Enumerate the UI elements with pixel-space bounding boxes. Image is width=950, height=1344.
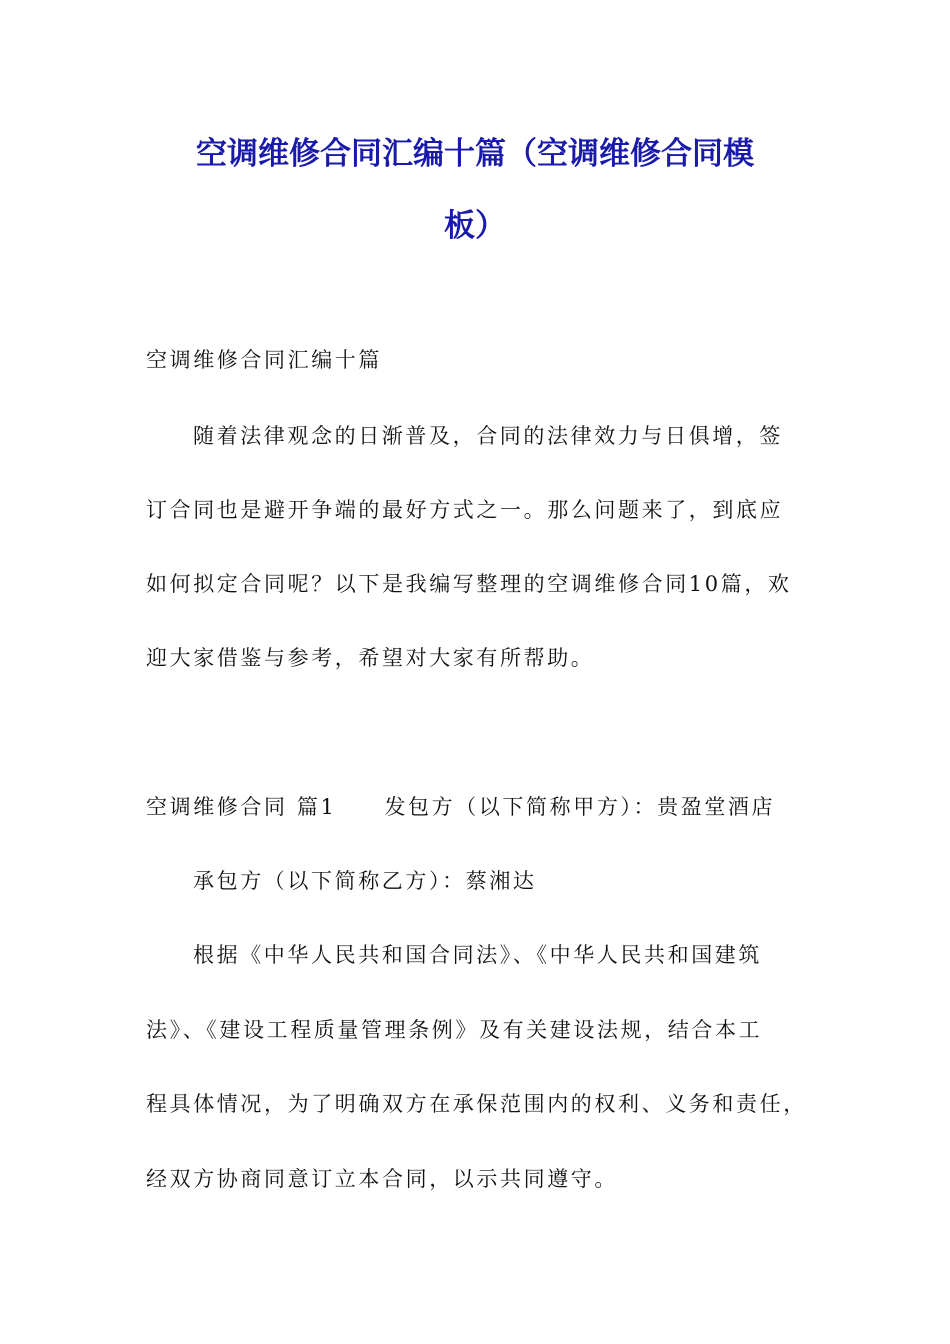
basis-line-2: 法》、《建设工程质量管理条例》及有关建设法规，结合本工 xyxy=(146,1018,763,1042)
document-title-line-1: 空调维修合同汇编十篇（空调维修合同模 xyxy=(196,136,754,172)
document-title-line-2: 板） xyxy=(444,208,506,244)
intro-line-1: 随着法律观念的日渐普及，合同的法律效力与日俱增，签 xyxy=(193,424,783,448)
party-b: 承包方（以下简称乙方）：蔡湘达 xyxy=(193,869,537,893)
intro-line-2: 订合同也是避开争端的最好方式之一。那么问题来了，到底应 xyxy=(146,498,784,522)
subtitle: 空调维修合同汇编十篇 xyxy=(146,348,382,372)
section-1-heading: 空调维修合同 篇1 xyxy=(146,795,337,819)
basis-line-4: 经双方协商同意订立本合同，以示共同遵守。 xyxy=(146,1167,618,1191)
intro-line-3: 如何拟定合同呢？以下是我编写整理的空调维修合同10篇，欢 xyxy=(146,572,792,596)
basis-line-3: 程具体情况，为了明确双方在承保范围内的权利、义务和责任， xyxy=(146,1092,807,1116)
section-1-heading-line xyxy=(146,792,775,822)
basis-line-1: 根据《中华人民共和国合同法》、《中华人民共和国建筑 xyxy=(193,943,762,967)
party-a: 发包方（以下简称甲方）：贵盈堂酒店 xyxy=(384,795,776,819)
intro-line-4: 迎大家借鉴与参考，希望对大家有所帮助。 xyxy=(146,646,595,670)
